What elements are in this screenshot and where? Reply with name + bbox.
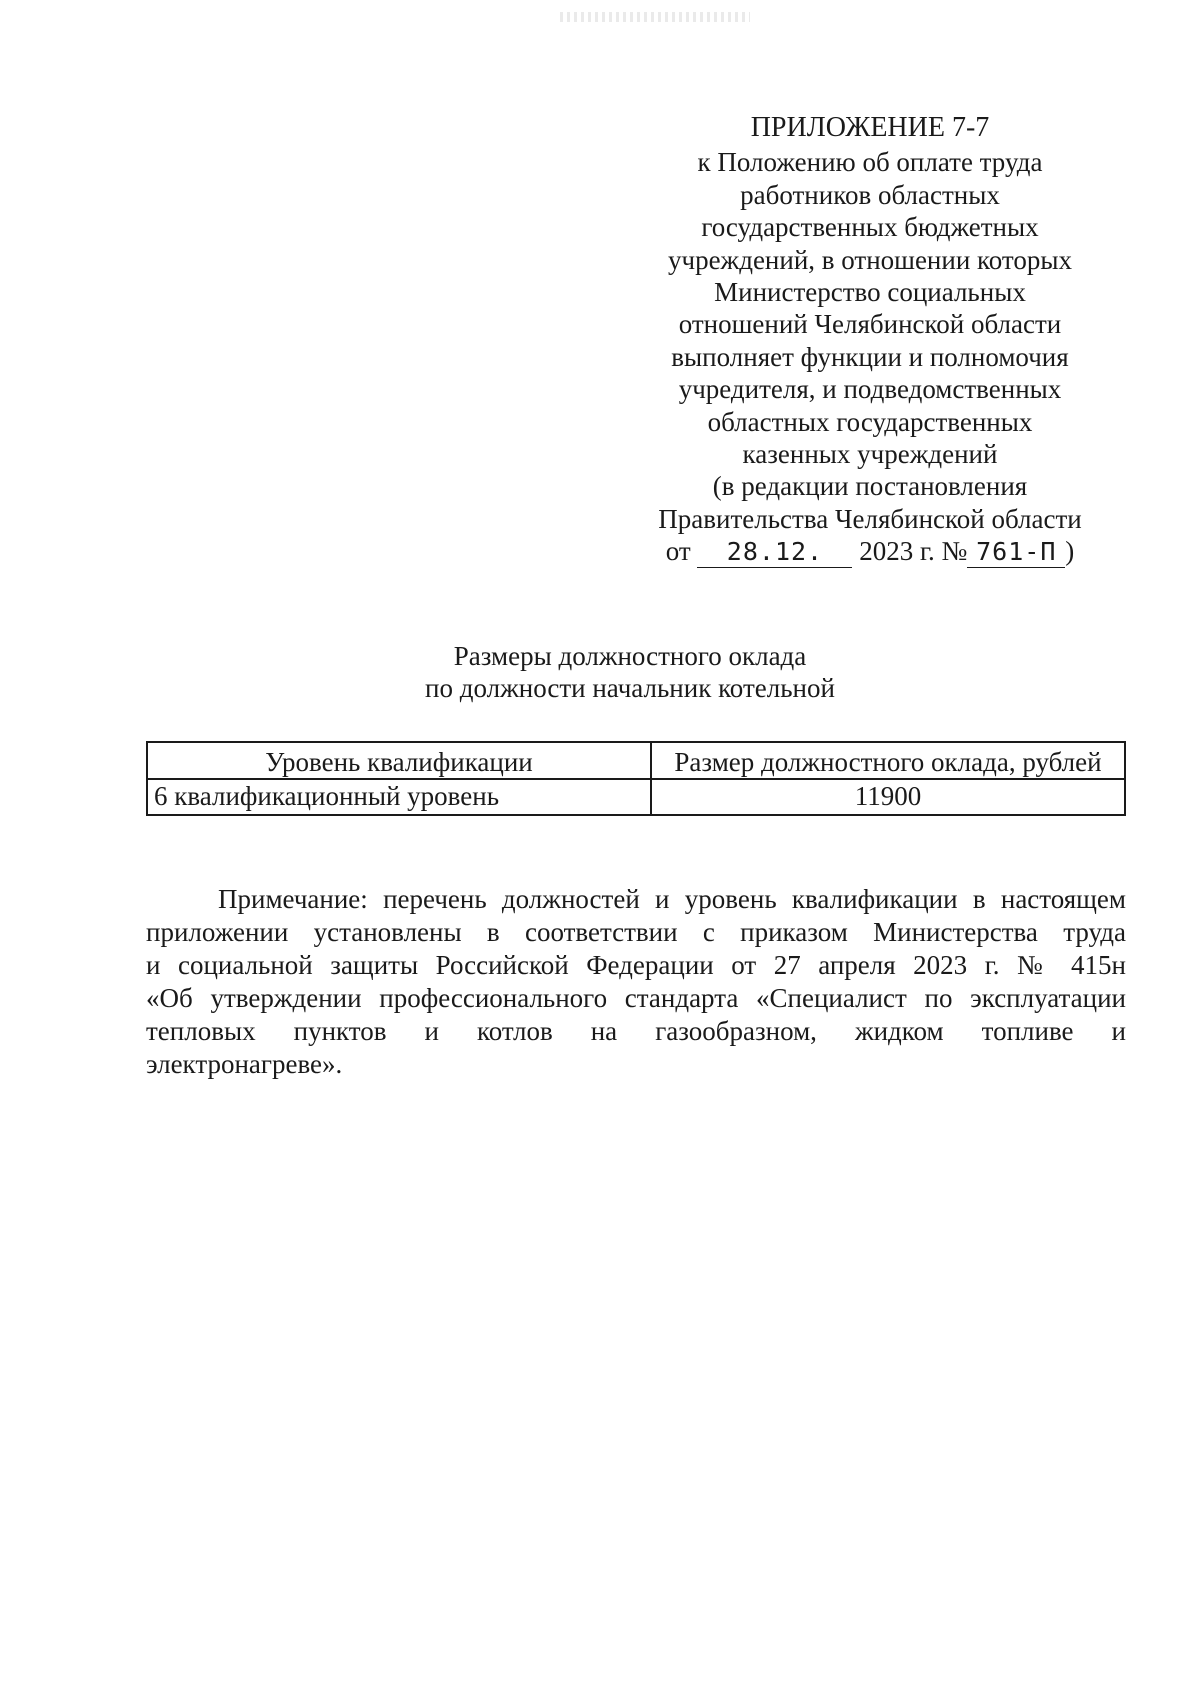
heading-line-1: Размеры должностного оклада <box>453 641 807 671</box>
ref-year: 2023 г. № <box>859 536 968 567</box>
note-line: приложении установлены в соответствии с приказом Министерства труда <box>146 917 1126 947</box>
ref-number-field <box>967 536 1065 568</box>
appendix-line: к Положению об оплате труда <box>697 147 1043 178</box>
table-heading <box>330 640 930 704</box>
ref-date-field <box>697 536 852 568</box>
resolution-reference <box>640 535 1100 568</box>
table-header-row <box>147 742 1125 779</box>
ref-date-stamp: 28.12. <box>726 537 824 567</box>
note-paragraph <box>146 883 1126 1081</box>
note-line: «Об утверждении профессионального стандарта «Специалист по эксплуатации <box>146 983 1126 1013</box>
header-salary-size: Размер должностного оклада, рублей <box>651 742 1125 779</box>
appendix-line: областных государственных <box>707 406 1033 437</box>
note-line: и социальной защиты Российской Федерации от 27 апреля 2023 г. № 415н <box>146 950 1126 980</box>
appendix-line: Министерство социальных <box>714 277 1026 308</box>
note-line: Примечание: перечень должностей и уровень квалификации в настоящем <box>218 884 1126 914</box>
appendix-line: казенных учреждений <box>742 439 998 470</box>
ref-suffix: ) <box>1065 536 1075 567</box>
table-row <box>147 779 1125 815</box>
ref-prefix: от <box>665 536 691 567</box>
appendix-title: ПРИЛОЖЕНИЕ 7-7 <box>750 112 990 143</box>
appendix-line: отношений Челябинской области <box>678 309 1062 340</box>
heading-line-2: по должности начальник котельной <box>425 673 835 703</box>
appendix-line: государственных бюджетных <box>701 212 1039 243</box>
appendix-line: работников областных <box>740 179 1000 210</box>
appendix-header <box>640 112 1100 568</box>
appendix-line: учреждений, в отношении которых <box>667 244 1073 275</box>
cell-salary-value: 11900 <box>651 779 1125 815</box>
ref-number-stamp: 761-П <box>976 537 1057 567</box>
appendix-line: Правительства Челябинской области <box>658 503 1082 534</box>
appendix-line: учредителя, и подведомственных <box>678 374 1062 405</box>
scan-noise-mark <box>560 12 750 22</box>
note-line: электронагреве». <box>146 1049 343 1079</box>
appendix-line: выполняет функции и полномочия <box>671 341 1069 372</box>
salary-table <box>146 741 1126 816</box>
cell-qualification-level: 6 квалификационный уровень <box>147 779 651 815</box>
appendix-line: (в редакции постановления <box>712 471 1028 502</box>
header-qualification-level: Уровень квалификации <box>147 742 651 779</box>
note-line: тепловых пунктов и котлов на газообразном, жидком топливе и <box>146 1016 1126 1046</box>
